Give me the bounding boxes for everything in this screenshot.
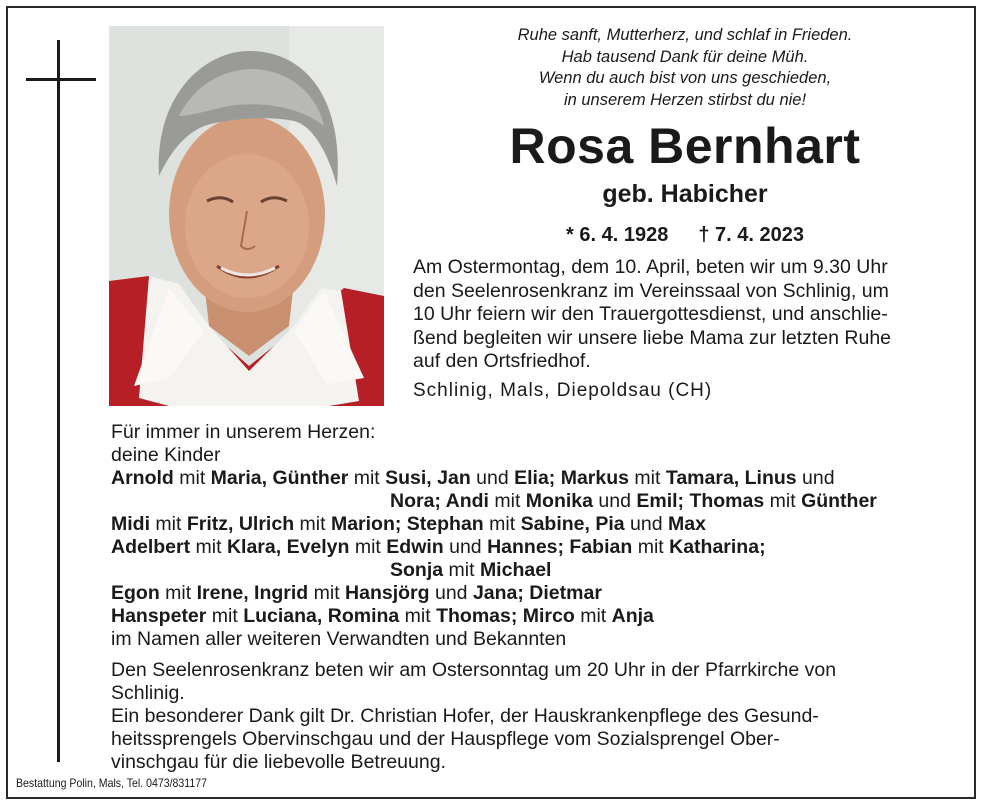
service-announcement <box>413 256 957 374</box>
cross-vertical-bar <box>57 40 60 762</box>
family-line-1: Arnold mit Maria, Günther mit Susi, Jan und Elia; Markus mit Tamara, Linus und <box>111 467 835 489</box>
family-intro: Für immer in unserem Herzen: <box>111 421 376 443</box>
thanks-line: vinschgau für die liebevolle Betreuung. <box>111 751 446 773</box>
closing-notes <box>111 659 957 774</box>
family-line-3: Midi mit Fritz, Ulrich mit Marion; Stephan mit Sabine, Pia und Max <box>111 513 706 535</box>
funeral-home-credit: Bestattung Polin, Mals, Tel. 0473/831177 <box>16 776 208 790</box>
places-of-residence: Schlinig, Mals, Diepoldsau (CH) <box>413 380 713 401</box>
deceased-name: Rosa Bernhart <box>509 118 861 174</box>
life-dates <box>420 221 950 249</box>
death-date: † 7. 4. 2023 <box>698 224 804 246</box>
portrait-photo <box>109 26 384 406</box>
service-line: den Seelenrosenkranz im Vereinssaal von Schlinig, um <box>413 279 889 302</box>
family-line-6: Egon mit Irene, Ingrid mit Hansjörg und Jana; Dietmar <box>111 582 602 604</box>
memorial-poem <box>440 25 930 111</box>
family-line-2: Nora; Andi mit Monika und Emil; Thomas mit Günther <box>390 490 877 512</box>
family-outro: im Namen aller weiteren Verwandten und Bekannten <box>111 628 567 650</box>
service-line: Am Ostermontag, dem 10. April, beten wir um 9.30 Uhr <box>413 256 888 278</box>
birth-date: * 6. 4. 1928 <box>566 224 669 246</box>
service-line: ßend begleiten wir unsere liebe Mama zur letzten Ruhe <box>413 326 892 349</box>
family-list <box>111 421 957 651</box>
poem-line: Wenn du auch bist von uns geschieden, <box>538 69 832 87</box>
family-line-4: Adelbert mit Klara, Evelyn mit Edwin und Hannes; Fabian mit Katharina; <box>111 536 766 558</box>
rosary-line: Den Seelenrosenkranz beten wir am Ostersonntag um 20 Uhr in der Pfarrkirche von <box>111 659 837 681</box>
family-line-7: Hanspeter mit Luciana, Romina mit Thomas; Mirco mit Anja <box>111 605 654 627</box>
thanks-line: heitssprengels Obervinschgau und der Hauspflege vom Sozialsprengel Ober- <box>111 728 780 750</box>
poem-line: in unserem Herzen stirbst du nie! <box>563 90 807 109</box>
cross-horizontal-bar <box>26 78 96 81</box>
maiden-name: geb. Habicher <box>602 180 768 208</box>
family-subintro: deine Kinder <box>111 444 221 466</box>
rosary-line: Schlinig. <box>111 682 185 704</box>
thanks-line: Ein besonderer Dank gilt Dr. Christian Hofer, der Hauskrankenpflege des Gesund- <box>111 705 819 727</box>
poem-line: Ruhe sanft, Mutterherz, und schlaf in Frieden. <box>517 26 853 44</box>
service-line: 10 Uhr feiern wir den Trauergottesdienst, und anschlie- <box>413 303 888 325</box>
service-line: auf den Ortsfriedhof. <box>413 350 591 372</box>
poem-line: Hab tausend Dank für deine Müh. <box>561 47 809 66</box>
family-line-5: Sonja mit Michael <box>390 559 552 581</box>
